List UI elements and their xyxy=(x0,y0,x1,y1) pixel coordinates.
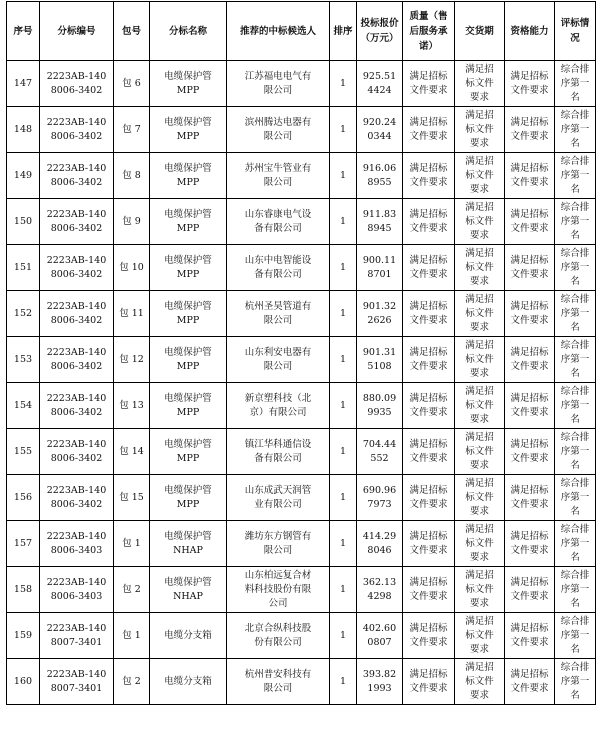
cell-code: 2223AB-140 8006-3402 xyxy=(40,429,114,475)
cell-candidate: 山东中电智能设 备有限公司 xyxy=(227,245,330,291)
cell-name: 电缆保护管 MPP xyxy=(150,475,227,521)
cell-rank: 1 xyxy=(330,383,357,429)
cell-candidate: 江苏福电电气有 限公司 xyxy=(227,61,330,107)
cell-pkg: 包 2 xyxy=(114,659,150,705)
cell-code: 2223AB-140 8006-3402 xyxy=(40,199,114,245)
cell-delivery: 满足招 标文件 要求 xyxy=(455,567,505,613)
cell-price: 901.32 2626 xyxy=(357,291,403,337)
table-row xyxy=(7,153,596,199)
cell-pkg: 包 10 xyxy=(114,245,150,291)
cell-eval: 综合排 序第一 名 xyxy=(555,613,596,659)
cell-code: 2223AB-140 8006-3402 xyxy=(40,153,114,199)
cell-code: 2223AB-140 8006-3402 xyxy=(40,245,114,291)
cell-qualification: 满足招标 文件要求 xyxy=(505,613,555,659)
cell-qualification: 满足招标 文件要求 xyxy=(505,567,555,613)
cell-delivery: 满足招 标文件 要求 xyxy=(455,475,505,521)
table-row xyxy=(7,567,596,613)
table-row xyxy=(7,245,596,291)
cell-candidate: 山东柏远复合材 料科技股份有限 公司 xyxy=(227,567,330,613)
cell-pkg: 包 9 xyxy=(114,199,150,245)
cell-candidate: 北京合纵科技股 份有限公司 xyxy=(227,613,330,659)
cell-qualification: 满足招标 文件要求 xyxy=(505,153,555,199)
cell-qualification: 满足招标 文件要求 xyxy=(505,61,555,107)
cell-qualification: 满足招标 文件要求 xyxy=(505,107,555,153)
header-cell-no: 序号 xyxy=(7,2,40,61)
header-cell-quality: 质量（售后服务承诺） xyxy=(403,2,455,61)
cell-no: 152 xyxy=(7,291,40,337)
cell-name: 电缆保护管 NHAP xyxy=(150,567,227,613)
cell-price: 880.09 9935 xyxy=(357,383,403,429)
cell-name: 电缆保护管 MPP xyxy=(150,429,227,475)
cell-delivery: 满足招 标文件 要求 xyxy=(455,291,505,337)
cell-qualification: 满足招标 文件要求 xyxy=(505,199,555,245)
cell-code: 2223AB-140 8006-3402 xyxy=(40,383,114,429)
cell-code: 2223AB-140 8006-3403 xyxy=(40,567,114,613)
cell-price: 916.06 8955 xyxy=(357,153,403,199)
table-row xyxy=(7,429,596,475)
cell-code: 2223AB-140 8006-3402 xyxy=(40,475,114,521)
cell-price: 393.82 1993 xyxy=(357,659,403,705)
cell-delivery: 满足招 标文件 要求 xyxy=(455,521,505,567)
cell-delivery: 满足招 标文件 要求 xyxy=(455,107,505,153)
cell-quality: 满足招标 文件要求 xyxy=(403,429,455,475)
cell-price: 920.24 0344 xyxy=(357,107,403,153)
cell-name: 电缆保护管 MPP xyxy=(150,245,227,291)
cell-rank: 1 xyxy=(330,107,357,153)
header-cell-price: 投标报价（万元） xyxy=(357,2,403,61)
cell-no: 147 xyxy=(7,61,40,107)
cell-no: 159 xyxy=(7,613,40,659)
cell-delivery: 满足招 标文件 要求 xyxy=(455,245,505,291)
cell-pkg: 包 8 xyxy=(114,153,150,199)
cell-eval: 综合排 序第一 名 xyxy=(555,291,596,337)
table-row xyxy=(7,337,596,383)
cell-quality: 满足招标 文件要求 xyxy=(403,567,455,613)
cell-pkg: 包 7 xyxy=(114,107,150,153)
cell-candidate: 新京塑科技（北 京）有限公司 xyxy=(227,383,330,429)
cell-quality: 满足招标 文件要求 xyxy=(403,245,455,291)
cell-quality: 满足招标 文件要求 xyxy=(403,383,455,429)
cell-pkg: 包 12 xyxy=(114,337,150,383)
bid-results-table xyxy=(6,1,596,705)
cell-name: 电缆分支箱 xyxy=(150,613,227,659)
cell-name: 电缆保护管 MPP xyxy=(150,337,227,383)
cell-name: 电缆保护管 MPP xyxy=(150,199,227,245)
table-row xyxy=(7,61,596,107)
cell-code: 2223AB-140 8006-3403 xyxy=(40,521,114,567)
cell-eval: 综合排 序第一 名 xyxy=(555,429,596,475)
cell-delivery: 满足招 标文件 要求 xyxy=(455,659,505,705)
header-cell-rank: 排序 xyxy=(330,2,357,61)
cell-rank: 1 xyxy=(330,659,357,705)
cell-rank: 1 xyxy=(330,61,357,107)
cell-eval: 综合排 序第一 名 xyxy=(555,659,596,705)
header-cell-qualification: 资格能力 xyxy=(505,2,555,61)
cell-no: 151 xyxy=(7,245,40,291)
cell-no: 155 xyxy=(7,429,40,475)
cell-pkg: 包 11 xyxy=(114,291,150,337)
cell-candidate: 潍坊东方钢管有 限公司 xyxy=(227,521,330,567)
header-cell-name: 分标名称 xyxy=(150,2,227,61)
cell-no: 149 xyxy=(7,153,40,199)
cell-price: 704.44 552 xyxy=(357,429,403,475)
cell-price: 901.31 5108 xyxy=(357,337,403,383)
cell-quality: 满足招标 文件要求 xyxy=(403,613,455,659)
cell-rank: 1 xyxy=(330,291,357,337)
cell-quality: 满足招标 文件要求 xyxy=(403,659,455,705)
cell-no: 148 xyxy=(7,107,40,153)
cell-price: 414.29 8046 xyxy=(357,521,403,567)
cell-eval: 综合排 序第一 名 xyxy=(555,337,596,383)
cell-price: 911.83 8945 xyxy=(357,199,403,245)
cell-code: 2223AB-140 8007-3401 xyxy=(40,659,114,705)
cell-eval: 综合排 序第一 名 xyxy=(555,245,596,291)
header-cell-delivery: 交货期 xyxy=(455,2,505,61)
cell-candidate: 山东利安电器有 限公司 xyxy=(227,337,330,383)
cell-code: 2223AB-140 8007-3401 xyxy=(40,613,114,659)
cell-eval: 综合排 序第一 名 xyxy=(555,199,596,245)
cell-pkg: 包 6 xyxy=(114,61,150,107)
cell-no: 157 xyxy=(7,521,40,567)
cell-rank: 1 xyxy=(330,429,357,475)
cell-delivery: 满足招 标文件 要求 xyxy=(455,429,505,475)
cell-eval: 综合排 序第一 名 xyxy=(555,383,596,429)
table-row xyxy=(7,659,596,705)
cell-qualification: 满足招标 文件要求 xyxy=(505,337,555,383)
header-cell-code: 分标编号 xyxy=(40,2,114,61)
cell-name: 电缆保护管 MPP xyxy=(150,291,227,337)
cell-delivery: 满足招 标文件 要求 xyxy=(455,199,505,245)
cell-qualification: 满足招标 文件要求 xyxy=(505,659,555,705)
cell-delivery: 满足招 标文件 要求 xyxy=(455,153,505,199)
cell-quality: 满足招标 文件要求 xyxy=(403,61,455,107)
table-row xyxy=(7,199,596,245)
cell-price: 362.13 4298 xyxy=(357,567,403,613)
cell-no: 160 xyxy=(7,659,40,705)
cell-code: 2223AB-140 8006-3402 xyxy=(40,337,114,383)
table-row xyxy=(7,475,596,521)
cell-no: 156 xyxy=(7,475,40,521)
cell-price: 925.51 4424 xyxy=(357,61,403,107)
cell-candidate: 山东成武天润管 业有限公司 xyxy=(227,475,330,521)
cell-delivery: 满足招 标文件 要求 xyxy=(455,61,505,107)
cell-name: 电缆保护管 MPP xyxy=(150,61,227,107)
cell-qualification: 满足招标 文件要求 xyxy=(505,383,555,429)
cell-pkg: 包 13 xyxy=(114,383,150,429)
cell-pkg: 包 15 xyxy=(114,475,150,521)
table-row xyxy=(7,521,596,567)
cell-name: 电缆保护管 MPP xyxy=(150,153,227,199)
cell-quality: 满足招标 文件要求 xyxy=(403,107,455,153)
cell-eval: 综合排 序第一 名 xyxy=(555,475,596,521)
cell-rank: 1 xyxy=(330,337,357,383)
cell-eval: 综合排 序第一 名 xyxy=(555,107,596,153)
cell-candidate: 山东睿康电气设 备有限公司 xyxy=(227,199,330,245)
cell-qualification: 满足招标 文件要求 xyxy=(505,475,555,521)
cell-quality: 满足招标 文件要求 xyxy=(403,153,455,199)
cell-eval: 综合排 序第一 名 xyxy=(555,153,596,199)
cell-code: 2223AB-140 8006-3402 xyxy=(40,107,114,153)
cell-qualification: 满足招标 文件要求 xyxy=(505,245,555,291)
table-row xyxy=(7,383,596,429)
cell-quality: 满足招标 文件要求 xyxy=(403,521,455,567)
header-cell-pkg: 包号 xyxy=(114,2,150,61)
cell-pkg: 包 1 xyxy=(114,613,150,659)
cell-delivery: 满足招 标文件 要求 xyxy=(455,613,505,659)
cell-rank: 1 xyxy=(330,475,357,521)
cell-code: 2223AB-140 8006-3402 xyxy=(40,291,114,337)
cell-quality: 满足招标 文件要求 xyxy=(403,199,455,245)
cell-name: 电缆保护管 MPP xyxy=(150,107,227,153)
table-row xyxy=(7,107,596,153)
cell-rank: 1 xyxy=(330,199,357,245)
cell-delivery: 满足招 标文件 要求 xyxy=(455,337,505,383)
cell-no: 158 xyxy=(7,567,40,613)
cell-delivery: 满足招 标文件 要求 xyxy=(455,383,505,429)
cell-eval: 综合排 序第一 名 xyxy=(555,521,596,567)
cell-eval: 综合排 序第一 名 xyxy=(555,61,596,107)
cell-name: 电缆保护管 MPP xyxy=(150,383,227,429)
cell-rank: 1 xyxy=(330,613,357,659)
cell-pkg: 包 2 xyxy=(114,567,150,613)
cell-rank: 1 xyxy=(330,521,357,567)
cell-pkg: 包 1 xyxy=(114,521,150,567)
cell-candidate: 镇江华科通信设 备有限公司 xyxy=(227,429,330,475)
bid-results-sheet xyxy=(6,1,596,705)
cell-code: 2223AB-140 8006-3402 xyxy=(40,61,114,107)
header-cell-candidate: 推荐的中标候选人 xyxy=(227,2,330,61)
cell-candidate: 滨州腾达电器有 限公司 xyxy=(227,107,330,153)
cell-candidate: 杭州圣昊管道有 限公司 xyxy=(227,291,330,337)
cell-candidate: 苏州宝牛管业有 限公司 xyxy=(227,153,330,199)
cell-candidate: 杭州普安科技有 限公司 xyxy=(227,659,330,705)
cell-name: 电缆保护管 NHAP xyxy=(150,521,227,567)
cell-name: 电缆分支箱 xyxy=(150,659,227,705)
cell-rank: 1 xyxy=(330,153,357,199)
table-row xyxy=(7,291,596,337)
header-row xyxy=(7,2,596,61)
cell-qualification: 满足招标 文件要求 xyxy=(505,291,555,337)
cell-no: 154 xyxy=(7,383,40,429)
cell-price: 402.60 0807 xyxy=(357,613,403,659)
cell-no: 153 xyxy=(7,337,40,383)
cell-quality: 满足招标 文件要求 xyxy=(403,475,455,521)
cell-rank: 1 xyxy=(330,245,357,291)
header-cell-eval: 评标情况 xyxy=(555,2,596,61)
table-row xyxy=(7,613,596,659)
cell-no: 150 xyxy=(7,199,40,245)
cell-eval: 综合排 序第一 名 xyxy=(555,567,596,613)
cell-rank: 1 xyxy=(330,567,357,613)
cell-qualification: 满足招标 文件要求 xyxy=(505,429,555,475)
cell-quality: 满足招标 文件要求 xyxy=(403,291,455,337)
cell-price: 900.11 8701 xyxy=(357,245,403,291)
cell-pkg: 包 14 xyxy=(114,429,150,475)
cell-quality: 满足招标 文件要求 xyxy=(403,337,455,383)
cell-qualification: 满足招标 文件要求 xyxy=(505,521,555,567)
cell-price: 690.96 7973 xyxy=(357,475,403,521)
